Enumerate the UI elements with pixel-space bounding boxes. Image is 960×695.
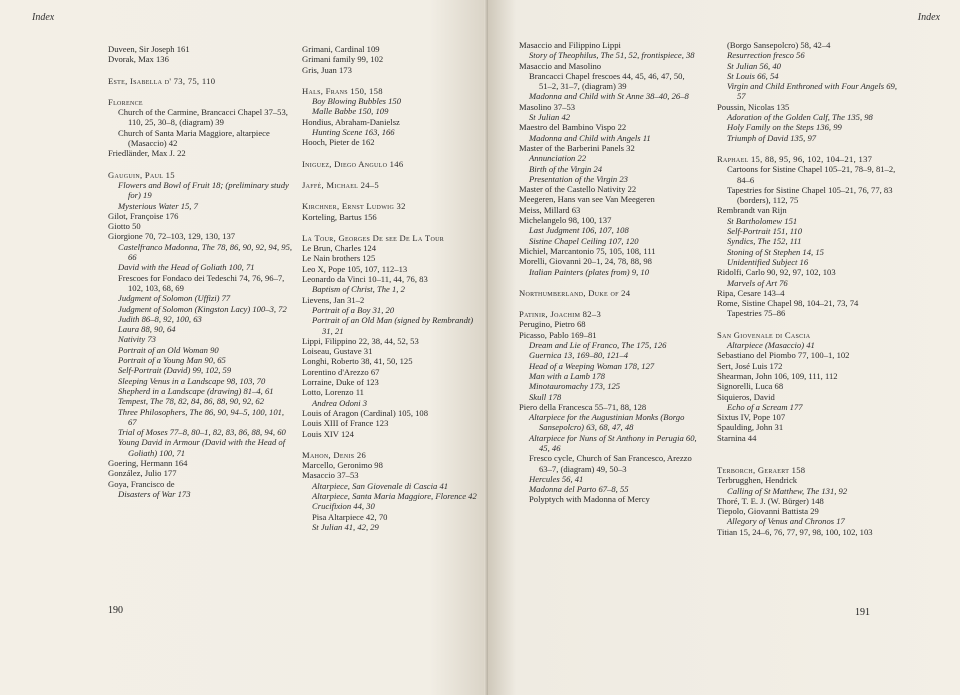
- running-head-right: Index: [917, 12, 940, 23]
- index-entry: Signorelli, Luca 68: [717, 381, 784, 392]
- index-entry: San Giovenale di Cascia: [717, 329, 811, 340]
- index-entry: Titian 15, 24–6, 76, 77, 97, 98, 100, 102, 103: [717, 526, 873, 537]
- index-entry: La Tour, Georges De see De La Tour: [302, 232, 445, 243]
- index-entry: Polyptych with Madonna of Mercy: [529, 494, 650, 505]
- index-entry: Unidentified Subject 16: [727, 256, 809, 267]
- index-entry: Madonna del Parto 67–8, 55: [529, 484, 629, 495]
- entry-gap: [108, 65, 293, 76]
- index-entry: Michiel, Marcantonio 75, 105, 108, 111: [519, 245, 656, 256]
- index-entry: Cartoons for Sistine Chapel 105–21, 78–9, 81–2, 84–6: [727, 164, 896, 185]
- index-entry: Sebastiano del Piombo 77, 100–1, 102: [717, 350, 850, 361]
- index-entry: Hooch, Pieter de 162: [302, 137, 375, 148]
- index-entry: Tapestries 75–86: [727, 308, 786, 319]
- index-entry: Korteling, Bartus 156: [302, 211, 377, 222]
- index-entry: Mysterious Water 15, 7: [118, 200, 198, 211]
- index-entry: Michelangelo 98, 100, 137: [519, 215, 612, 226]
- index-entry: Tempest, The 78, 82, 84, 86, 88, 90, 92, 62: [118, 396, 265, 407]
- page-number-left: 190: [108, 605, 123, 616]
- index-entry: Pisa Altarpiece 42, 70: [312, 511, 388, 522]
- index-entry: Malle Babbe 150, 109: [312, 106, 389, 117]
- index-entry: St Julian 42: [529, 112, 571, 123]
- index-entry: Morelli, Giovanni 20–1, 24, 78, 88, 98: [519, 256, 652, 267]
- index-entry: Meegeren, Hans van see Van Meegeren: [519, 194, 655, 205]
- index-entry: Poussin, Nicolas 135: [717, 101, 790, 112]
- entry-gap: [302, 75, 482, 86]
- index-entry: Altarpiece, San Giovenale di Cascia 41: [312, 480, 449, 491]
- index-entry: Crucifixion 44, 30: [312, 501, 375, 512]
- index-entry: Terborch, Geraert 158: [717, 464, 806, 475]
- entry-gap: [302, 148, 482, 159]
- index-entry: Head of a Weeping Woman 178, 127: [529, 360, 655, 371]
- index-entry: Leo X, Pope 105, 107, 112–13: [302, 263, 408, 274]
- index-entry: Florence: [108, 96, 143, 107]
- index-entry: Louis XIII of France 123: [302, 418, 389, 429]
- index-entry: Sert, José Luis 172: [717, 360, 783, 371]
- index-entry: Self-Portrait (David) 99, 102, 59: [118, 365, 232, 376]
- index-entry: Tapestries for Sistine Chapel 105–21, 76, 77, 83 (borders), 112, 75: [727, 184, 893, 206]
- index-entry: (Borgo Sansepolcro) 58, 42–4: [727, 40, 831, 50]
- index-entry: Perugino, Pietro 68: [519, 319, 586, 330]
- index-entry: Masaccio and Masolino: [519, 60, 602, 71]
- index-entry: Lorentino d'Arezzo 67: [302, 366, 380, 377]
- index-entry: Laura 88, 90, 64: [118, 324, 176, 335]
- index-entry: Madonna and Child with Angels 11: [529, 132, 651, 143]
- entry-gap: [717, 143, 902, 154]
- index-entry: Triumph of David 135, 97: [727, 132, 817, 143]
- index-entry: Goering, Hermann 164: [108, 457, 188, 468]
- index-entry: Spaulding, John 31: [717, 422, 784, 433]
- index-entry: David with the Head of Goliath 100, 71: [118, 262, 255, 273]
- index-entry: Dream and Lie of Franco, The 175, 126: [529, 340, 667, 351]
- index-entry: Castelfranco Madonna, The 78, 86, 90, 92, 94, 95, 66: [118, 241, 293, 263]
- index-entry: Patinir, Joachim 82–3: [519, 309, 602, 320]
- index-entry: Tiepolo, Giovanni Battista 29: [717, 506, 819, 517]
- index-entry: Altarpiece (Masaccio) 41: [727, 340, 815, 351]
- entry-gap: [717, 319, 902, 330]
- index-entry: Dvorak, Max 136: [108, 54, 169, 65]
- index-entry: Gilot, Françoise 176: [108, 210, 179, 221]
- index-entry: Judgment of Solomon (Kingston Lacy) 100–3, 72: [118, 303, 287, 314]
- entry-gap: [519, 277, 699, 288]
- index-entry: Lievens, Jan 31–2: [302, 294, 365, 305]
- index-entry: Grimani, Cardinal 109: [302, 44, 380, 54]
- index-entry: Calling of St Matthew, The 131, 92: [727, 485, 848, 496]
- index-entry: Hals, Frans 150, 158: [302, 85, 383, 96]
- index-entry: Friedländer, Max J. 22: [108, 148, 186, 159]
- index-entry: Shepherd in a Landscape (drawing) 81–4, 61: [118, 385, 274, 396]
- index-entry: Duveen, Sir Joseph 161: [108, 44, 190, 54]
- index-entry: Northumberland, Duke of 24: [519, 287, 631, 298]
- index-entry: Echo of a Scream 177: [727, 401, 803, 412]
- index-entry: Meiss, Millard 63: [519, 204, 581, 215]
- index-entry: Rome, Sistine Chapel 98, 104–21, 73, 74: [717, 298, 859, 309]
- index-entry: Holy Family on the Steps 136, 99: [727, 122, 842, 133]
- index-entry: Sixtus IV, Pope 107: [717, 412, 786, 423]
- index-entry: Self-Portrait 151, 110: [727, 226, 803, 237]
- index-entry: Minotauromachy 173, 125: [529, 381, 621, 392]
- index-entry: Allegory of Venus and Chronos 17: [727, 516, 845, 527]
- index-entry: Este, Isabella d' 73, 75, 110: [108, 75, 216, 86]
- index-entry: Presentation of the Virgin 23: [529, 173, 628, 184]
- index-entry: Ridolfi, Carlo 90, 92, 97, 102, 103: [717, 267, 836, 278]
- index-entry: Louis XIV 124: [302, 428, 354, 439]
- index-entry: St Julian 41, 42, 29: [312, 521, 379, 532]
- index-entry: Last Judgment 106, 107, 108: [529, 225, 629, 236]
- index-entry: Three Philosophers, The 86, 90, 94–5, 100, 101, 67: [118, 406, 285, 427]
- index-entry: Raphael 15, 88, 95, 96, 102, 104–21, 137: [717, 153, 873, 164]
- index-entry: Mahon, Denis 26: [302, 449, 367, 460]
- index-entry: Judgment of Solomon (Uffizi) 77: [118, 293, 231, 304]
- index-entry: Church of Santa Maria Maggiore, altarpiece (Masaccio) 42: [118, 127, 270, 149]
- index-entry: Masaccio and Filippino Lippi: [519, 40, 621, 50]
- index-entry: Stoning of St Stephen 14, 15: [727, 246, 824, 257]
- index-entry: Lippi, Filippino 22, 38, 44, 52, 53: [302, 335, 419, 346]
- index-entry: Young David in Armour (David with the Head of Goliath) 100, 71: [118, 437, 286, 458]
- entry-gap: [302, 169, 482, 180]
- index-entry: Portrait of a Young Man 90, 65: [118, 355, 226, 366]
- index-entry: Boy Blowing Bubbles 150: [312, 96, 402, 107]
- index-entry: Thoré, T. E. J. (W. Bürger) 148: [717, 495, 824, 506]
- index-entry: Picasso, Pablo 169–81: [519, 329, 597, 340]
- index-entry: St Bartholomew 151: [727, 215, 798, 226]
- index-entry: Masolino 37–53: [519, 101, 576, 112]
- index-entry: Andrea Odoni 3: [312, 397, 368, 408]
- index-entry: Gauguin, Paul 15: [108, 169, 175, 180]
- index-entry: Altarpiece for Nuns of St Anthony in Perugia 60, 45, 46: [529, 432, 697, 453]
- entry-gap: [302, 222, 482, 233]
- index-entry: Le Nain brothers 125: [302, 253, 376, 264]
- index-entry: Starnina 44: [717, 432, 757, 443]
- index-entry: Frescoes for Fondaco dei Tedeschi 74, 76, 96–7, 102, 103, 68, 69: [118, 272, 285, 293]
- index-entry: Portrait of an Old Woman 90: [118, 344, 219, 355]
- index-entry: Lorraine, Duke of 123: [302, 377, 379, 388]
- index-column-2: [302, 44, 482, 532]
- index-entry: Rembrandt van Rijn: [717, 205, 787, 216]
- index-entry: Resurrection fresco 56: [727, 50, 805, 61]
- index-entry: Lotto, Lorenzo 11: [302, 387, 364, 398]
- index-entry: Masaccio 37–53: [302, 470, 359, 481]
- index-entry: Virgin and Child Enthroned with Four Angels 69, 57: [727, 81, 897, 102]
- index-entry: Altarpiece, Santa Maria Maggiore, Florence 42: [312, 490, 477, 501]
- index-entry: Syndics, The 152, 111: [727, 236, 802, 247]
- entry-gap: [302, 439, 482, 450]
- index-entry: González, Julio 177: [108, 468, 177, 479]
- index-column-4: [717, 40, 902, 537]
- index-entry: Ripa, Cesare 143–4: [717, 287, 785, 298]
- index-entry: Goya, Francisco de: [108, 478, 175, 489]
- index-entry: Hunting Scene 163, 166: [312, 127, 395, 138]
- index-entry: Terbrugghen, Hendrick: [717, 475, 798, 486]
- index-column-1: [108, 44, 293, 499]
- index-entry: Grimani family 99, 102: [302, 54, 384, 65]
- entry-gap: [108, 86, 293, 97]
- index-entry: Jaffé, Michael 24–5: [302, 179, 379, 190]
- index-entry: Baptism of Christ, The 1, 2: [312, 284, 405, 295]
- index-column-3: [519, 40, 699, 505]
- index-entry: Giorgione 70, 72–103, 129, 130, 137: [108, 231, 236, 242]
- index-entry: Madonna and Child with St Anne 38–40, 26–8: [529, 91, 689, 102]
- index-entry: Italian Painters (plates from) 9, 10: [529, 266, 649, 277]
- index-entry: Story of Theophilus, The 51, 52, frontispiece, 38: [529, 50, 695, 61]
- entry-gap: [717, 454, 902, 465]
- index-entry: Brancacci Chapel frescoes 44, 45, 46, 47, 50, 51–2, 31–7, (diagram) 39: [529, 70, 685, 92]
- entry-gap: [302, 190, 482, 201]
- index-entry: Le Brun, Charles 124: [302, 243, 376, 254]
- index-entry: Master of the Castello Nativity 22: [519, 184, 637, 195]
- index-entry: St Louis 66, 54: [727, 70, 779, 81]
- index-entry: Annunciation 22: [529, 153, 587, 164]
- index-entry: Leonardo da Vinci 10–11, 44, 76, 83: [302, 274, 428, 285]
- index-entry: Birth of the Virgin 24: [529, 163, 603, 174]
- index-entry: Portrait of an Old Man (signed by Rembrandt) 31, 21: [312, 315, 474, 336]
- index-entry: Kirchner, Ernst Ludwig 32: [302, 201, 406, 212]
- index-entry: Portrait of a Boy 31, 20: [312, 304, 395, 315]
- index-entry: Fresco cycle, Church of San Francesco, Arezzo 63–7, (diagram) 49, 50–3: [529, 453, 692, 474]
- index-entry: Maestro del Bambino Vispo 22: [519, 122, 627, 133]
- index-entry: Piero della Francesca 55–71, 88, 128: [519, 401, 647, 412]
- index-entry: Adoration of the Golden Calf, The 135, 98: [727, 112, 873, 123]
- index-entry: Man with a Lamb 178: [529, 370, 605, 381]
- index-entry: St Julian 56, 40: [727, 60, 781, 71]
- running-head-left: Index: [32, 12, 55, 23]
- entry-gap: [108, 159, 293, 170]
- index-entry: Hondius, Abraham-Danielsz: [302, 116, 400, 127]
- index-entry: Judith 86–8, 92, 100, 63: [118, 313, 202, 324]
- index-entry: Loiseau, Gustave 31: [302, 346, 373, 357]
- index-entry: Louis of Aragon (Cardinal) 105, 108: [302, 407, 429, 418]
- index-entry: Church of the Carmine, Brancacci Chapel 37–53, 110, 25, 30–8, (diagram) 39: [118, 107, 288, 128]
- index-entry: Disasters of War 173: [118, 488, 191, 499]
- index-entry: Trial of Moses 77–8, 80–1, 82, 83, 86, 88, 94, 60: [118, 427, 286, 438]
- index-entry: Marcello, Geronimo 98: [302, 460, 383, 471]
- index-entry: Longhi, Roberto 38, 41, 50, 125: [302, 356, 413, 367]
- index-entry: Sistine Chapel Ceiling 107, 120: [529, 235, 639, 246]
- index-entry: Sleeping Venus in a Landscape 98, 103, 70: [118, 375, 266, 386]
- index-entry: Hercules 56, 41: [529, 473, 584, 484]
- entry-gap: [519, 298, 699, 309]
- index-entry: Master of the Barberini Panels 32: [519, 142, 635, 153]
- index-entry: Guernica 13, 169–80, 121–4: [529, 350, 629, 361]
- index-entry: Nativity 73: [118, 334, 156, 345]
- index-entry: Siquieros, David: [717, 391, 775, 402]
- entry-gap: [717, 443, 902, 454]
- index-entry: Gris, Juan 173: [302, 64, 352, 75]
- index-entry: Iniguez, Diego Angulo 146: [302, 158, 404, 169]
- index-entry: Altarpiece for the Augustinian Monks (Borgo Sansepolcro) 63, 68, 47, 48: [529, 412, 685, 433]
- index-entry: Giotto 50: [108, 221, 141, 232]
- index-entry: Shearman, John 106, 109, 111, 112: [717, 370, 838, 381]
- page-number-right: 191: [855, 607, 870, 618]
- index-entry: Flowers and Bowl of Fruit 18; (preliminary study for) 19: [118, 179, 289, 201]
- index-entry: Marvels of Art 76: [727, 277, 788, 288]
- index-entry: Skull 178: [529, 391, 562, 402]
